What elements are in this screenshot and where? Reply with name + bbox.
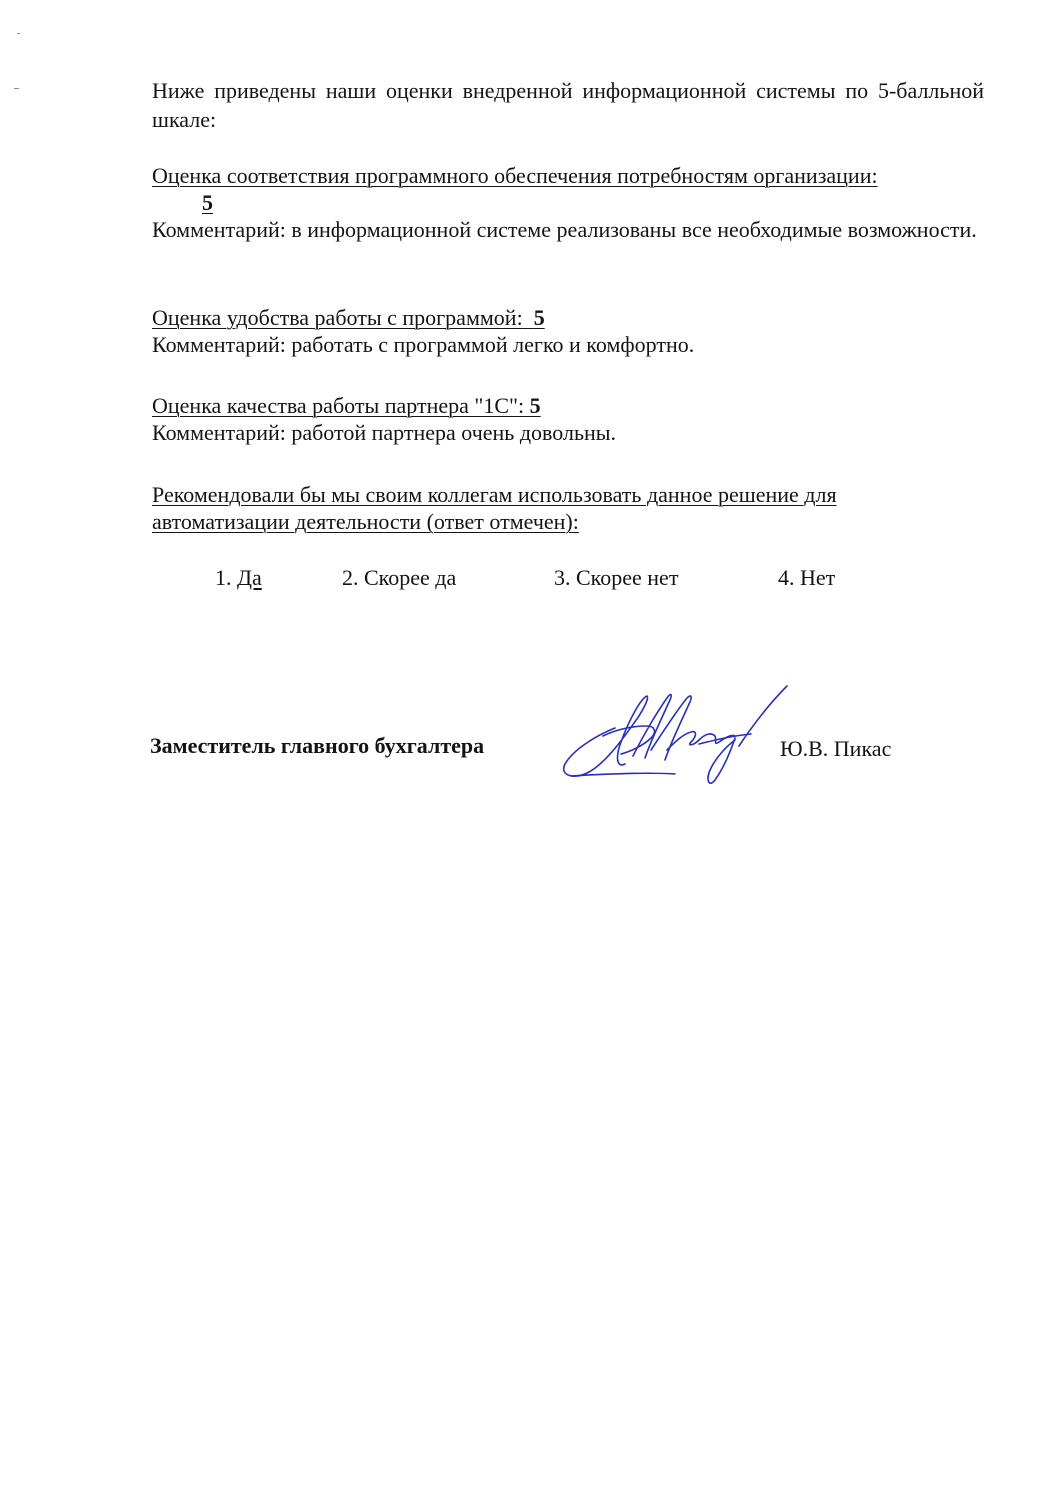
recommendation-options — [0, 563, 1061, 593]
partner-quality-comment: Комментарий: работой партнера очень довольны. — [152, 420, 617, 445]
handwritten-signature — [555, 676, 795, 788]
option-no — [778, 563, 835, 593]
software-fit-score: 5 — [202, 190, 213, 215]
option-number: 4. — [778, 565, 795, 590]
partner-quality-question-text: Оценка качества работы партнера "1С": — [152, 393, 525, 418]
software-fit-comment: Комментарий: в информационной системе реализованы все необходимые возможности. — [152, 217, 977, 242]
software-fit-question: Оценка соответствия программного обеспечения потребностям организации: — [152, 163, 878, 188]
usability-comment: Комментарий: работать с программой легко и комфортно. — [152, 332, 695, 357]
recommendation-section — [152, 481, 952, 535]
option-number: 3. — [554, 565, 571, 590]
software-fit-section — [152, 162, 992, 243]
usability-question-text: Оценка удобства работы с программой: — [152, 305, 523, 330]
option-number: 1. — [215, 565, 232, 590]
option-label: Скорее нет — [576, 565, 679, 590]
option-label: Нет — [800, 565, 836, 590]
option-rather-no — [554, 563, 678, 593]
option-label: Скорее да — [364, 565, 457, 590]
usability-question — [152, 305, 545, 330]
option-rather-yes — [342, 563, 456, 593]
usability-section — [152, 304, 992, 358]
option-yes — [215, 563, 262, 593]
intro-paragraph: Ниже приведены наши оценки внедренной информационной системы по 5-балльной шкале: — [152, 78, 984, 132]
signatory-position: Заместитель главного бухгалтера — [150, 733, 485, 758]
option-number: 2. — [342, 565, 359, 590]
signatory-name: Ю.В. Пикас — [780, 736, 892, 761]
recommendation-question: Рекомендовали бы мы своим коллегам использовать данное решение для автоматизации деятельности (ответ отмечен): — [152, 482, 837, 534]
partner-quality-question — [152, 393, 541, 418]
partner-quality-section — [152, 392, 992, 446]
usability-score: 5 — [533, 305, 545, 330]
partner-quality-score: 5 — [529, 393, 541, 418]
scan-speck — [17, 33, 20, 34]
scan-speck — [14, 88, 19, 89]
option-label-selected: Да — [237, 565, 262, 590]
